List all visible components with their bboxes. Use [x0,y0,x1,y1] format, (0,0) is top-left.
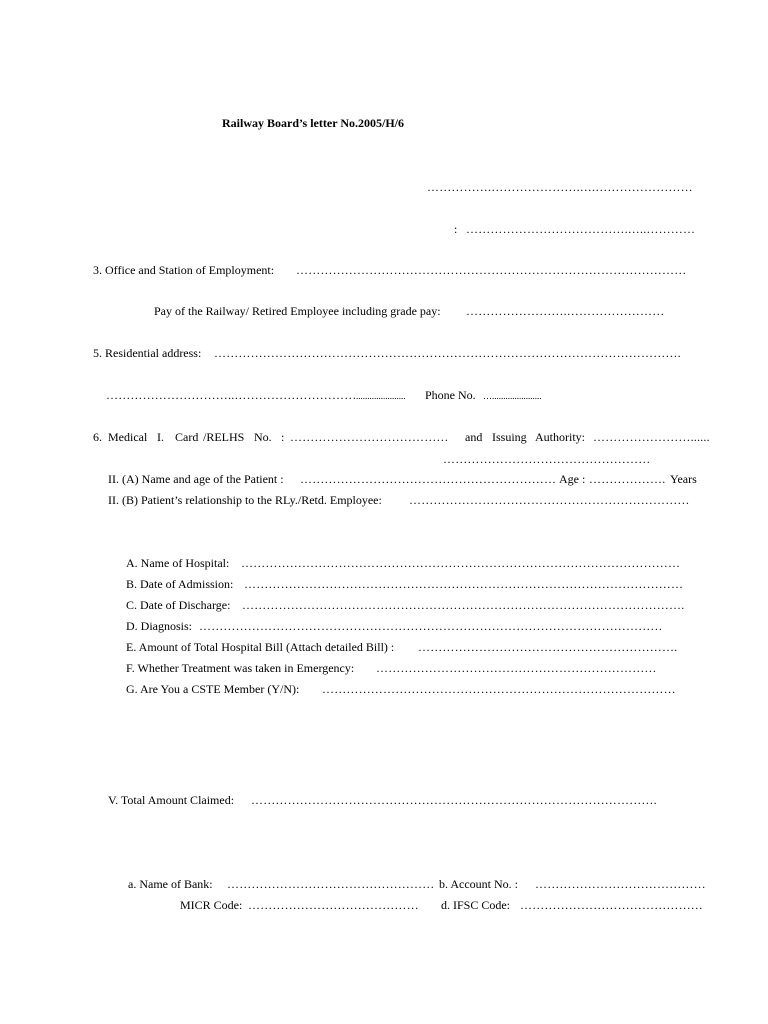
medical-card-word-and: and [465,430,483,444]
pay-label: Pay of the Railway/ Retired Employee including grade pay: [154,304,441,318]
ifsc-code-field[interactable]: ……………………………………… [520,898,703,912]
patient-years-label: Years [670,472,697,486]
patient-name-age-label: II. (A) Name and age of the Patient : [108,472,284,486]
medical-card-word-medical: Medical [108,430,148,444]
hospital-name-field[interactable]: ……………………………………………………………………………………………… [241,556,681,570]
micr-code-label: MICR Code: [180,898,243,912]
residential-address-field[interactable]: ……………………………………………………………………………………………………. [214,346,681,360]
medical-card-word-card: Card [175,430,199,444]
issuing-authority-field[interactable]: ……………………...... [593,430,710,444]
letter-reference-title: Railway Board’s letter No.2005/H/6 [222,116,404,130]
hospital-bill-field[interactable]: ………………………………………………………. [418,640,678,654]
patient-relationship-field[interactable]: …………………………………………………………… [409,493,690,507]
medical-card-word-relhs: /RELHS [203,430,245,444]
patient-name-field[interactable]: ……………………………………………………… [300,472,557,486]
ifsc-code-label: d. IFSC Code: [441,898,511,912]
bank-name-label: a. Name of Bank: [128,877,213,891]
phone-field[interactable]: …...................... [483,391,542,401]
blank-line-2-colon: : [454,222,458,236]
patient-age-field[interactable]: ………………. [589,472,666,486]
diagnosis-label: D. Diagnosis: [126,619,192,633]
medical-card-word-issuing: Issuing [492,430,527,444]
residential-address-label: 5. Residential address: [93,346,202,360]
patient-age-label: Age : [559,472,586,486]
patient-relationship-label: II. (B) Patient’s relationship to the RLy./Retd. Employee: [108,493,382,507]
hospital-bill-label: E. Amount of Total Hospital Bill (Attach detailed Bill) : [126,640,395,654]
account-number-field[interactable]: …………………………………… [535,877,706,891]
total-amount-field[interactable]: ………………………………………………………………………………………. [251,793,657,807]
admission-date-label: B. Date of Admission: [126,577,234,591]
micr-code-field[interactable]: …………………………………… [248,898,419,912]
address-continuation-small-dots: ...................... [356,391,406,401]
cste-member-label: G. Are You a CSTE Member (Y/N): [126,682,300,696]
address-continuation-field[interactable]: …………………………..………………………… [106,388,357,402]
medical-card-colon: : [281,430,285,444]
phone-label: Phone No. [425,388,476,402]
medical-card-word-authority: Authority: [535,430,585,444]
office-station-label: 3. Office and Station of Employment: [93,263,275,277]
bank-name-field[interactable]: …………………………………………… [227,877,435,891]
office-station-field[interactable]: …………………………………………………………………………………… [296,263,687,277]
blank-line-1: …………….………………….….…………………… [427,180,693,194]
account-number-label: b. Account No. : [439,877,518,891]
discharge-date-label: C. Date of Discharge: [126,598,231,612]
medical-card-word-i: I. [157,430,164,444]
hospital-name-label: A. Name of Hospital: [126,556,230,570]
emergency-treatment-label: F. Whether Treatment was taken in Emergency: [126,661,355,675]
emergency-treatment-field[interactable]: …………………………………………………………… [376,661,657,675]
blank-line-2: ………………………………….…..………… [466,222,696,236]
pay-field[interactable]: …………………….…………………… [466,304,665,318]
admission-date-field[interactable]: ……………………………………………………………………………………………… [244,577,684,591]
issuing-authority-field-2[interactable]: …………………………………………… [443,452,651,466]
total-amount-label: V. Total Amount Claimed: [108,793,235,807]
medical-card-number: 6. [93,430,102,444]
medical-card-word-no: No. [254,430,272,444]
medical-card-field[interactable]: ………………………………… [290,430,449,444]
diagnosis-field[interactable]: …………………………………………………………………………………………………… [199,619,663,633]
discharge-date-field[interactable]: ………………………………………………………………………………………………. [242,598,685,612]
cste-member-field[interactable]: …………………………………………………………………………… [322,682,676,696]
